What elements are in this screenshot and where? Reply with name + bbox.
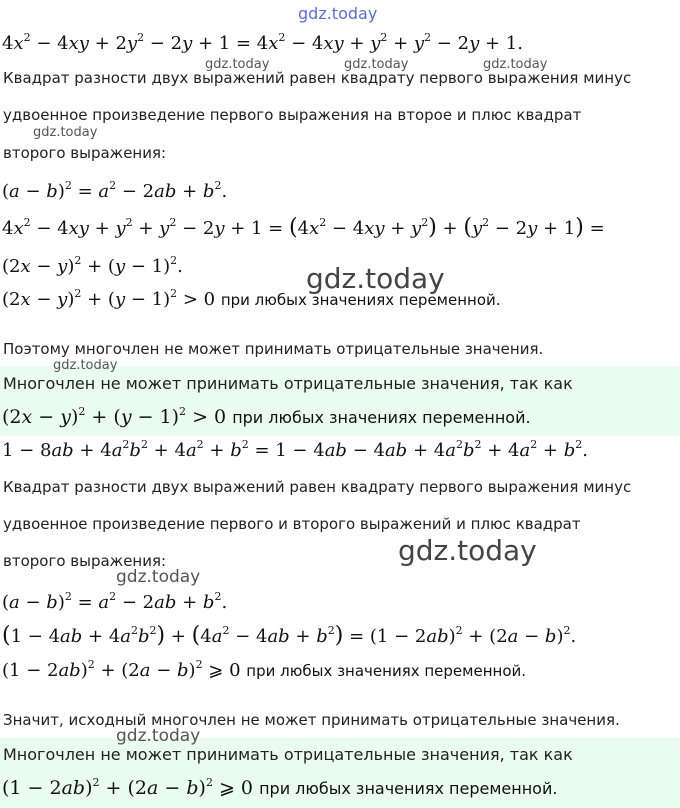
watermark-top: gdz.today: [298, 4, 378, 23]
watermark-small-3: gdz.today: [483, 57, 548, 72]
paragraph-6: удвоенное произведение первого и второго выражений и плюс квадрат: [3, 515, 581, 533]
equation-line-3: $(2x - y)^2 + (y - 1)^2$.: [2, 254, 183, 277]
formula-square-difference-2: $(a - b)^2 = a^2 - 2ab + b^2$.: [2, 590, 228, 613]
paragraph-5: Квадрат разности двух выражений равен квадрату первого выражения минус: [3, 478, 632, 496]
watermark-small-5: gdz.today: [53, 358, 118, 373]
equation-line-1: $4x^2 - 4xy + 2y^2 - 2y + 1 = 4x^2 - 4xy + y^2 + y^2 - 2y + 1$.: [2, 31, 523, 54]
inequality-line-1: $(2x - y)^2 + (y - 1)^2 > 0$ при любых значениях переменной.: [2, 287, 501, 310]
paragraph-7: второго выражения:: [3, 552, 167, 570]
formula-square-difference-1: $(a - b)^2 = a^2 - 2ab + b^2$.: [2, 179, 228, 202]
watermark-large-1: gdz.today: [306, 262, 445, 295]
watermark-small-4: gdz.today: [33, 125, 98, 140]
paragraph-3: второго выражения:: [3, 144, 167, 162]
watermark-small-6: gdz.today: [116, 567, 201, 587]
paragraph-1: Квадрат разности двух выражений равен квадрату первого выражения минус: [3, 69, 632, 87]
inequality-line-2: $(1 - 2ab)^2 + (2a - b)^2$ ⩾ 0 при любых значениях переменной.: [2, 658, 527, 681]
paragraph-2: удвоенное произведение первого выражения на второе и плюс квадрат: [3, 106, 582, 124]
answer-2-text: Многочлен не может принимать отрицательные значения, так как: [3, 745, 573, 764]
paragraph-8: Значит, исходный многочлен не может принимать отрицательные значения.: [3, 711, 620, 729]
equation-line-6: $(1 - 4ab + 4a^2b^2) + (4a^2 - 4ab + b^2) = (1 - 2ab)^2 + (2a - b)^2$.: [2, 623, 577, 648]
equation-line-5: $1 - 8ab + 4a^2b^2 + 4a^2 + b^2 = 1 - 4ab - 4ab + 4a^2b^2 + 4a^2 + b^2$.: [2, 438, 588, 461]
answer-1-math: $(2x - y)^2 + (y - 1)^2 > 0$ при любых значениях переменной.: [2, 405, 531, 428]
watermark-small-2: gdz.today: [344, 57, 409, 72]
watermark-small-1: gdz.today: [205, 57, 270, 72]
watermark-small-7: gdz.today: [116, 726, 201, 746]
answer-1-text: Многочлен не может принимать отрицательные значения, так как: [3, 374, 573, 393]
answer-2-math: $(1 - 2ab)^2 + (2a - b)^2$ ⩾ 0 при любых значениях переменной.: [2, 776, 558, 799]
paragraph-4: Поэтому многочлен не может принимать отрицательные значения.: [3, 340, 544, 358]
equation-line-2: $4x^2 - 4xy + y^2 + y^2 - 2y + 1 = (4x^2 - 4xy + y^2) + (y^2 - 2y + 1)$ =: [2, 215, 605, 240]
watermark-large-2: gdz.today: [398, 534, 537, 567]
